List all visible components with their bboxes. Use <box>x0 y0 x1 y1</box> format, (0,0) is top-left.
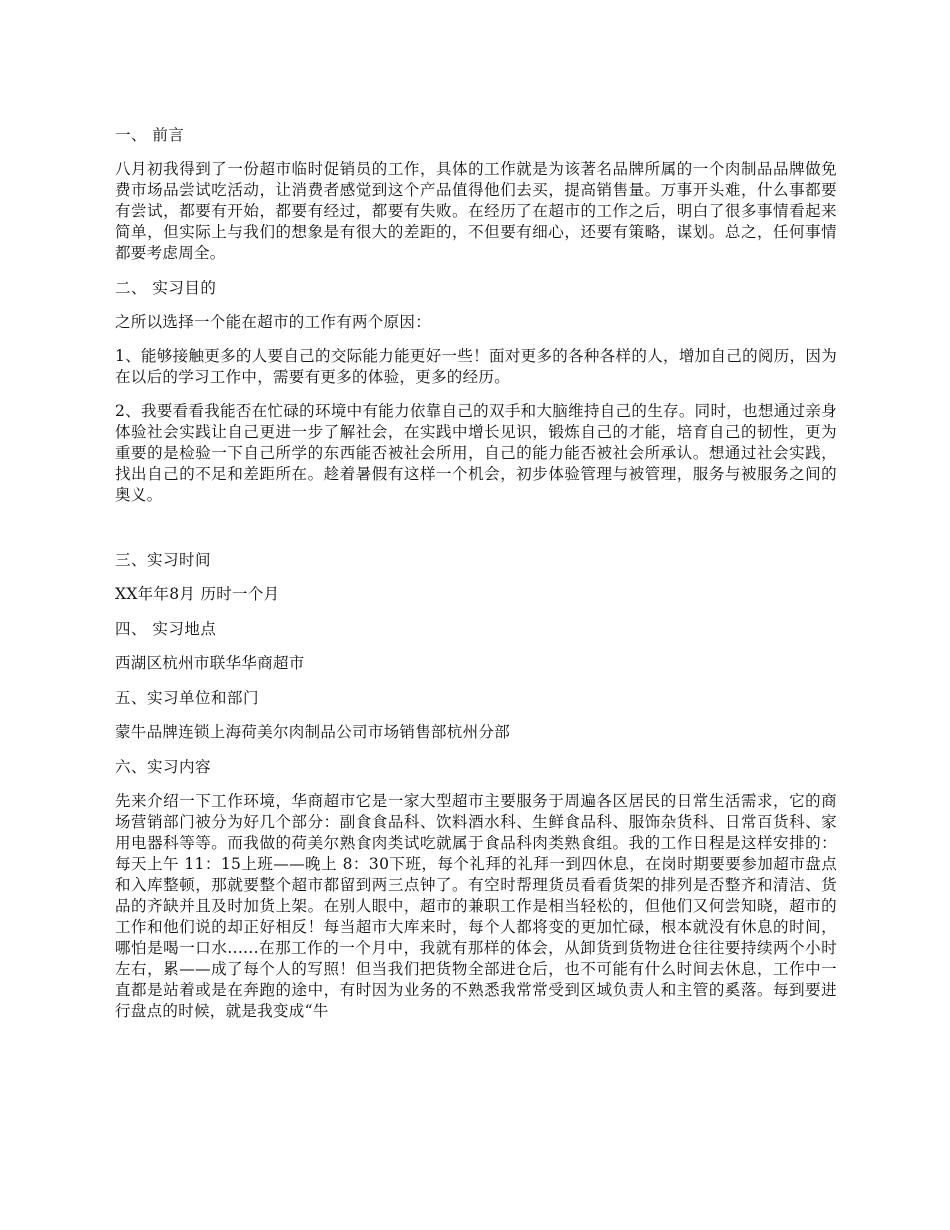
section-heading-unit: 五、实习单位和部门 <box>115 689 260 707</box>
section-heading-purpose: 二、 实习目的 <box>115 279 217 297</box>
purpose-reason-2-paragraph: 2、我要看看我能否在忙碌的环境中有能力依靠自己的双手和大脑维持自己的生存。同时，也想通过亲身体验社会实践让自己更进一步了解社会，在实践中增长见识，锻炼自己的才能，培育自己的韧性，更为重要的是检验一下自己所学的东西能否被社会所用，自己的能力能否被社会所承认。想通过社会实践，找出自己的不足和差距所在。趁着暑假有这样一个机会，初步体验管理与被管理，服务与被服务之间的奥义。 <box>115 402 837 504</box>
time-paragraph: XX年年8月 历时一个月 <box>115 585 280 603</box>
section-heading-content: 六、实习内容 <box>115 758 212 776</box>
section-spacer <box>115 519 837 549</box>
location-paragraph: 西湖区杭州市联华华商超市 <box>115 654 305 672</box>
document-page <box>115 124 837 1035</box>
content-paragraph: 先来介绍一下工作环境，华商超市它是一家大型超市主要服务于周遍各区居民的日常生活需求，它的商场营销部门被分为好几个部分：副食食品科、饮料酒水科、生鲜食品科、服饰杂货科、日常百货科、家用电器科等等。而我做的荷美尔熟食肉类试吃就属于食品科肉类熟食组。我的工作日程是这样安排的：每天上午 11：15上班——晚上 8：30下班，每个礼拜的礼拜一到四休息，在岗时期要要参加超市盘点和入库整顿，那就要整个超市都留到两三点钟了。有空时帮理货员看看货架的排列是否整齐和清洁、货品的齐缺并且及时加货上架。在别人眼中，超市的兼职工作是相当轻松的，但他们又何尝知晓，超市的工作和他们说的却正好相反！每当超市大库来时，每个人都将变的更加忙碌，根本就没有休息的时间，哪怕是喝一口水......在那工作的一个月中，我就有那样的体会，从卸货到货物进仓往往要持续两个小时左右，累——成了每个人的写照！但当我们把货物全部进仓后，也不可能有什么时间去休息，工作中一直都是站着或是在奔跑的途中，有时因为业务的不熟悉我常常受到区域负责人和主管的奚落。每到要进行盘点的时候，就是我变成“牛 <box>115 792 837 1020</box>
purpose-intro-paragraph: 之所以选择一个能在超市的工作有两个原因： <box>115 313 432 331</box>
section-heading-preface: 一、 前言 <box>115 126 185 144</box>
section-heading-time: 三、实习时间 <box>115 551 212 569</box>
unit-paragraph: 蒙牛品牌连锁上海荷美尔肉制品公司市场销售部杭州分部 <box>115 723 511 741</box>
purpose-reason-1-paragraph: 1、能够接触更多的人要自己的交际能力能更好一些！面对更多的各种各样的人，增加自己的阅历，因为在以后的学习工作中，需要有更多的体验，更多的经历。 <box>115 347 837 386</box>
preface-paragraph: 八月初我得到了一份超市临时促销员的工作，具体的工作就是为该著名品牌所属的一个肉制品品牌做免费市场品尝试吃活动，让消费者感觉到这个产品值得他们去买，提高销售量。万事开头难，什么事都要有尝试，都要有开始，都要有经过，都要有失败。在经历了在超市的工作之后，明白了很多事情看起来简单，但实际上与我们的想象是有很大的差距的，不但要有细心，还要有策略，谋划。总之，任何事情都要考虑周全。 <box>115 160 837 262</box>
section-heading-location: 四、 实习地点 <box>115 620 217 638</box>
